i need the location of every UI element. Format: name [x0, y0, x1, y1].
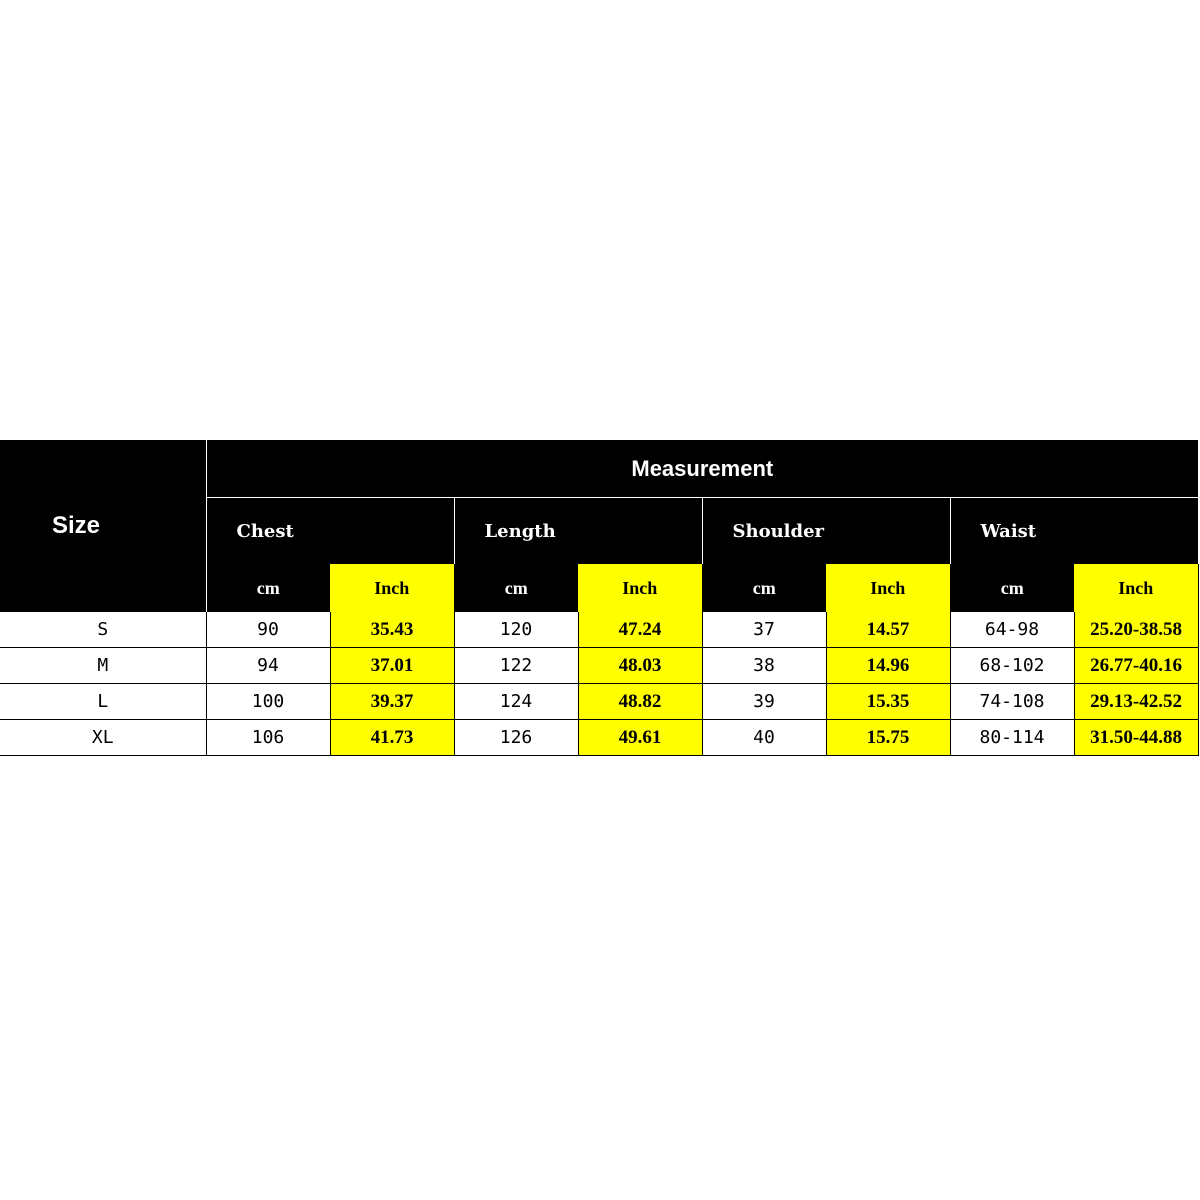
shoulder-inch-cell: 15.35	[826, 684, 950, 720]
unit-header-cm: cm	[950, 564, 1074, 612]
size-cell: L	[0, 684, 206, 720]
chest-cm-cell: 90	[206, 612, 330, 648]
shoulder-inch-cell: 15.75	[826, 720, 950, 756]
unit-header-inch: Inch	[330, 564, 454, 612]
shoulder-cm-cell: 37	[702, 612, 826, 648]
shoulder-cm-cell: 39	[702, 684, 826, 720]
table-row	[0, 612, 1198, 648]
size-column-header: Size	[0, 440, 206, 612]
measurement-header: Measurement	[206, 440, 1198, 498]
shoulder-cm-cell: 38	[702, 648, 826, 684]
group-header-shoulder: Shoulder	[702, 498, 950, 565]
unit-header-inch: Inch	[826, 564, 950, 612]
unit-header-cm: cm	[206, 564, 330, 612]
chest-inch-cell: 37.01	[330, 648, 454, 684]
size-cell: XL	[0, 720, 206, 756]
header-row-top	[0, 440, 1198, 498]
waist-cm-cell: 80-114	[950, 720, 1074, 756]
chest-cm-cell: 94	[206, 648, 330, 684]
waist-inch-cell: 26.77-40.16	[1074, 648, 1198, 684]
unit-header-cm: cm	[454, 564, 578, 612]
size-chart-table	[0, 440, 1199, 756]
shoulder-inch-cell: 14.57	[826, 612, 950, 648]
length-inch-cell: 49.61	[578, 720, 702, 756]
unit-header-inch: Inch	[578, 564, 702, 612]
size-cell: M	[0, 648, 206, 684]
chest-inch-cell: 35.43	[330, 612, 454, 648]
table-row	[0, 648, 1198, 684]
waist-cm-cell: 68-102	[950, 648, 1074, 684]
unit-header-inch: Inch	[1074, 564, 1198, 612]
chest-cm-cell: 106	[206, 720, 330, 756]
chest-inch-cell: 39.37	[330, 684, 454, 720]
group-header-chest: Chest	[206, 498, 454, 565]
table-row	[0, 684, 1198, 720]
waist-cm-cell: 64-98	[950, 612, 1074, 648]
length-cm-cell: 122	[454, 648, 578, 684]
unit-header-cm: cm	[702, 564, 826, 612]
waist-inch-cell: 25.20-38.58	[1074, 612, 1198, 648]
group-header-waist: Waist	[950, 498, 1198, 565]
length-inch-cell: 48.82	[578, 684, 702, 720]
waist-inch-cell: 29.13-42.52	[1074, 684, 1198, 720]
chest-cm-cell: 100	[206, 684, 330, 720]
shoulder-cm-cell: 40	[702, 720, 826, 756]
size-cell: S	[0, 612, 206, 648]
table-row	[0, 720, 1198, 756]
group-header-length: Length	[454, 498, 702, 565]
length-inch-cell: 47.24	[578, 612, 702, 648]
length-cm-cell: 126	[454, 720, 578, 756]
length-cm-cell: 124	[454, 684, 578, 720]
chest-inch-cell: 41.73	[330, 720, 454, 756]
waist-inch-cell: 31.50-44.88	[1074, 720, 1198, 756]
shoulder-inch-cell: 14.96	[826, 648, 950, 684]
length-cm-cell: 120	[454, 612, 578, 648]
length-inch-cell: 48.03	[578, 648, 702, 684]
waist-cm-cell: 74-108	[950, 684, 1074, 720]
